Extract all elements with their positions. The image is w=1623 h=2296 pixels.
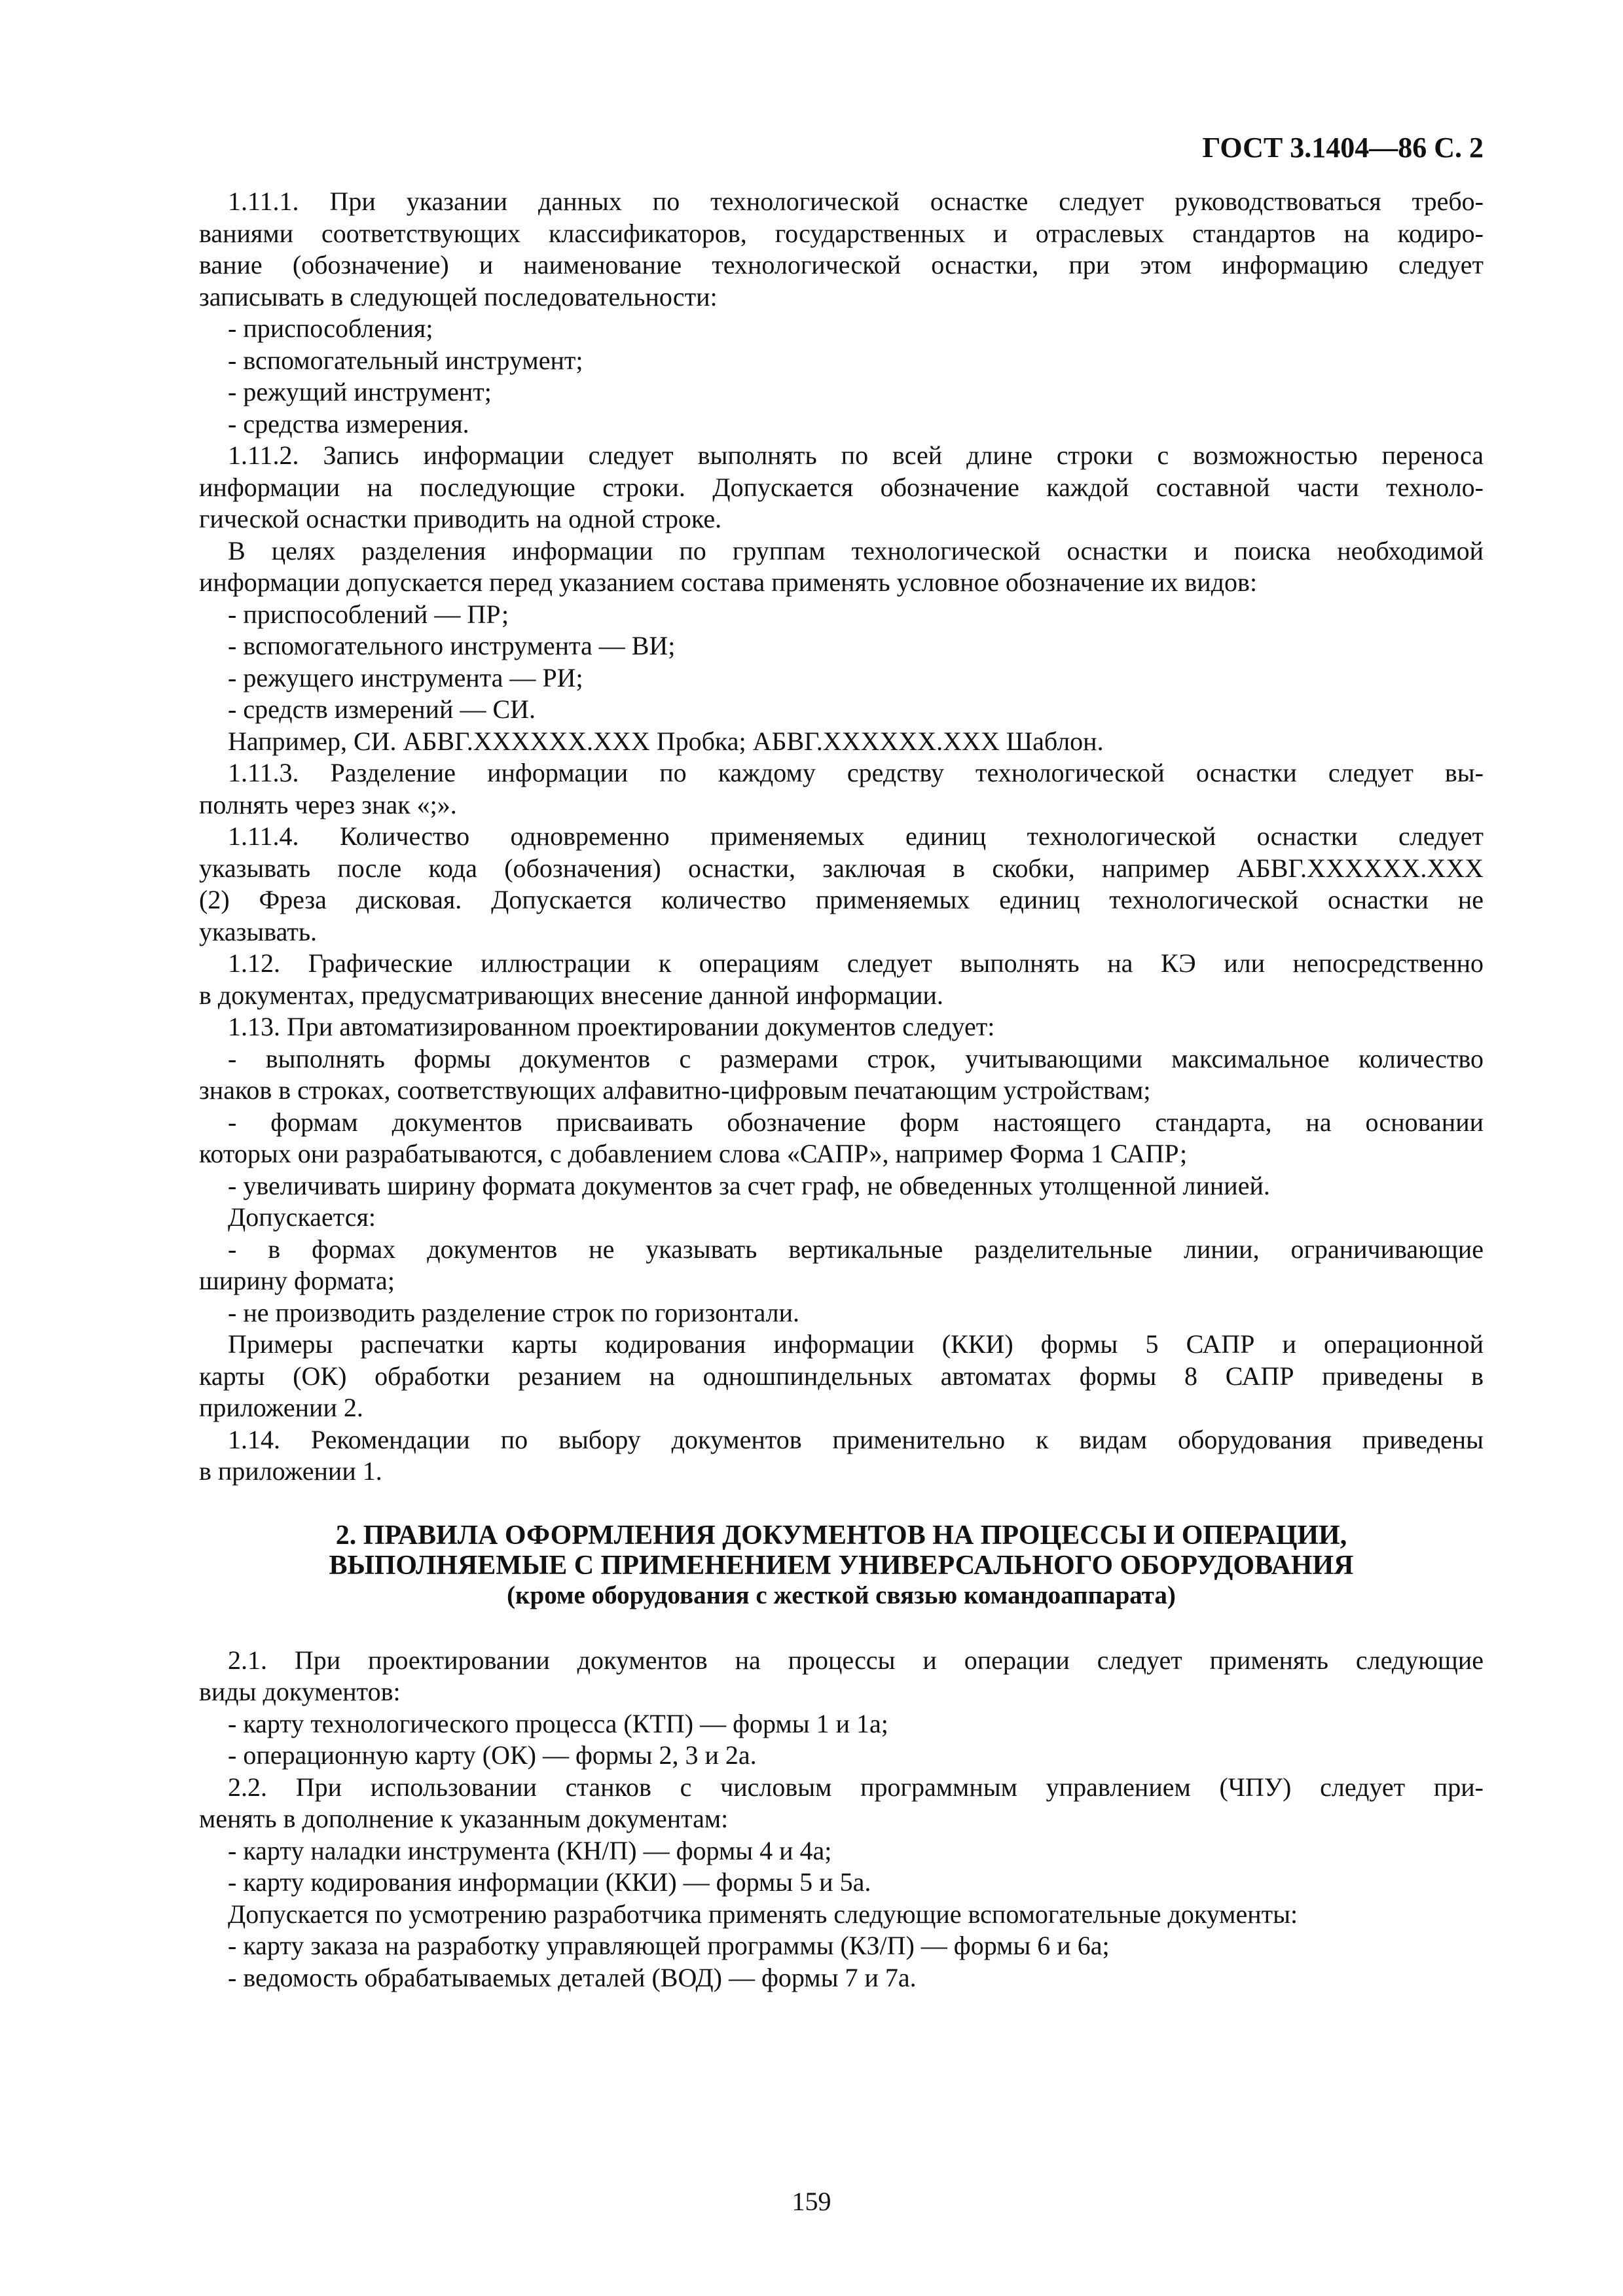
paragraph-examples	[199, 1329, 1484, 1424]
text-line: - выполнять формы документов с размерами строк, учитывающими максимальное количество	[228, 1043, 1484, 1073]
text-line: 1.11.3. Разделение информации по каждому средству технологической оснастки следует вы-	[228, 758, 1484, 787]
text-line: - формам документов присваивать обозначение форм настоящего стандарта, на основании	[228, 1107, 1484, 1137]
paragraph-1-13: 1.13. При автоматизированном проектировании документов следует:	[228, 1012, 995, 1041]
text-line: ширину формата;	[199, 1266, 395, 1295]
list-item: - вспомогательный инструмент;	[228, 345, 583, 375]
list-item: - карту наладки инструмента (КН/П) — формы 4 и 4а;	[228, 1835, 832, 1865]
list-item: - карту заказа на разработку управляющей программы (КЗ/П) — формы 6 и 6а;	[228, 1931, 1110, 1960]
text-line: полнять через знак «;».	[199, 789, 457, 819]
example-line: Например, СИ. АБВГ.XXXXXX.XXX Пробка; АБВГ.XXXXXX.XXX Шаблон.	[228, 726, 1104, 756]
text-line: - в формах документов не указывать вертикальные разделительные линии, ограничивающие	[228, 1234, 1484, 1264]
text-line: В целях разделения информации по группам технологической оснастки и поиска необходимой	[228, 535, 1484, 565]
paragraph-1-11-4	[199, 821, 1484, 948]
text-line: карты (ОК) обработки резанием на одношпиндельных автоматах формы 8 САПР приведены в	[199, 1361, 1484, 1391]
paragraph-width: - увеличивать ширину формата документов за счет граф, не обведенных утолщенной линией.	[228, 1170, 1270, 1200]
text-line: которых они разрабатываются, с добавлением слова «САПР», например Форма 1 САПР;	[199, 1139, 1188, 1168]
list-item: - средств измерений — СИ.	[228, 694, 536, 724]
text-line: указывать после кода (обозначения) оснастки, заключая в скобки, например АБВГ.XXXXXX.XXX	[199, 853, 1484, 883]
page-number: 159	[792, 2187, 831, 2216]
document-body	[199, 186, 1484, 1994]
list-item: - карту технологического процесса (КТП) — формы 1 и 1а;	[228, 1708, 888, 1738]
paragraph-1-11-3	[199, 757, 1484, 821]
text-line: Примеры распечатки карты кодирования информации (ККИ) формы 5 САПР и операционной	[228, 1329, 1484, 1359]
section-title-line: 2. ПРАВИЛА ОФОРМЛЕНИЯ ДОКУМЕНТОВ НА ПРОЦЕССЫ И ОПЕРАЦИИ,	[335, 1520, 1347, 1551]
paragraph-2-1	[199, 1645, 1484, 1708]
text-line: 1.11.4. Количество одновременно применяемых единиц технологической оснастки следует	[228, 821, 1484, 851]
text-line: ваниями соответствующих классификаторов, государственных и отраслевых стандартов на кодиро-	[199, 218, 1484, 248]
paragraph-1-12	[199, 948, 1484, 1011]
list-item: - карту кодирования информации (ККИ) — формы 5 и 5а.	[228, 1867, 871, 1897]
text-line: менять в дополнение к указанным документам:	[199, 1804, 729, 1833]
text-line: записывать в следующей последовательности:	[199, 281, 718, 312]
text-line: (2) Фреза дисковая. Допускается количество применяемых единиц технологической оснастки не	[199, 885, 1484, 914]
list-item: - ведомость обрабатываемых деталей (ВОД) — формы 7 и 7а.	[228, 1962, 917, 1992]
paragraph-1-11-2	[199, 440, 1484, 535]
document-header: ГОСТ 3.1404—86 С. 2	[1202, 132, 1484, 164]
paragraph-1-11-1	[199, 186, 1484, 313]
paragraph-1-14	[199, 1424, 1484, 1488]
text-line: вание (обозначение) и наименование технологической оснастки, при этом информацию следует	[199, 250, 1484, 279]
list-item: - режущего инструмента — РИ;	[228, 662, 583, 692]
document-page	[199, 131, 1484, 1994]
text-line: 1.12. Графические иллюстрации к операциям следует выполнять на КЭ или непосредственно	[228, 948, 1484, 978]
paragraph-2-2	[199, 1772, 1484, 1835]
list-item: - режущий инструмент;	[228, 377, 492, 406]
text-line: знаков в строках, соответствующих алфавитно-цифровым печатающим устройствам;	[199, 1075, 1151, 1105]
list-item: - приспособления;	[228, 314, 433, 343]
paragraph-assign	[199, 1107, 1484, 1170]
allowed-label: Допускается:	[228, 1202, 376, 1232]
paragraph-groups	[199, 535, 1484, 599]
text-line: в приложении 1.	[199, 1456, 382, 1486]
text-line: 1.11.1. При указании данных по технологической оснастке следует руководствоваться требо-	[228, 187, 1484, 216]
text-line: гической оснастки приводить на одной строке.	[199, 504, 722, 533]
text-line: 1.11.2. Запись информации следует выполнять по всей длине строки с возможностью переноса	[228, 440, 1484, 470]
text-line: указывать.	[199, 916, 318, 946]
text-line: 1.14. Рекомендации по выбору документов применительно к видам оборудования приведены	[228, 1424, 1484, 1454]
text-line: приложении 2.	[199, 1393, 363, 1422]
list-item: - приспособлений — ПР;	[228, 599, 509, 629]
paragraph-horizontal: - не производить разделение строк по горизонтали.	[228, 1297, 800, 1327]
text-line: информации допускается перед указанием состава применять условное обозначение их видов:	[199, 567, 1258, 597]
paragraph-forms	[199, 1043, 1484, 1107]
text-line: виды документов:	[199, 1677, 401, 1706]
list-item: - средства измерения.	[228, 408, 469, 439]
paragraph-vertical	[199, 1234, 1484, 1297]
section-subtitle: (кроме оборудования с жесткой связью командоаппарата)	[507, 1581, 1176, 1609]
list-item: - операционную карту (ОК) — формы 2, 3 и 2а.	[228, 1740, 757, 1770]
section-title-line: ВЫПОЛНЯЕМЫЕ С ПРИМЕНЕНИЕМ УНИВЕРСАЛЬНОГО ОБОРУДОВАНИЯ	[329, 1550, 1354, 1581]
list-item: - вспомогательного инструмента — ВИ;	[228, 631, 676, 660]
text-line: информации на последующие строки. Допускается обозначение каждой составной части техноло-	[199, 472, 1484, 502]
text-line: в документах, предусматривающих внесение данной информации.	[199, 980, 943, 1010]
section-2-title	[199, 1520, 1484, 1611]
paragraph-aux: Допускается по усмотрению разработчика применять следующие вспомогательные документы:	[228, 1899, 1298, 1929]
text-line: 2.1. При проектировании документов на процессы и операции следует применять следующие	[228, 1645, 1484, 1675]
text-line: 2.2. При использовании станков с числовым программным управлением (ЧПУ) следует при-	[228, 1772, 1484, 1802]
